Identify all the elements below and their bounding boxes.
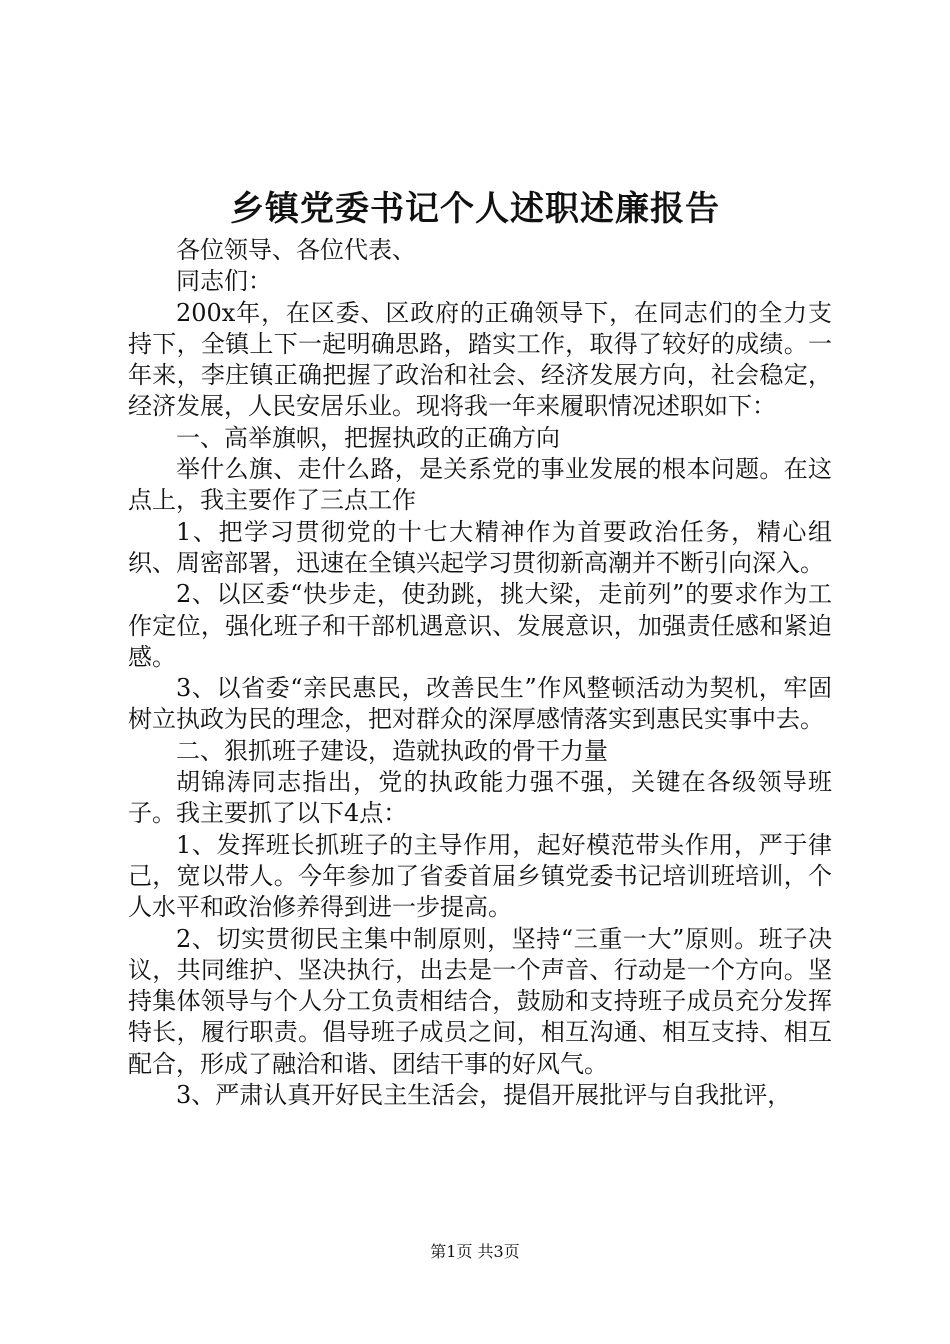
list-item: 1、把学习贯彻党的十七大精神作为首要政治任务，精心组织、周密部署，迅速在全镇兴起学习贯彻新高潮并不断引向深入。	[128, 517, 832, 577]
section-heading: 二、狠抓班子建设，造就执政的骨干力量	[176, 736, 608, 765]
section-heading: 一、高举旗帜，把握执政的正确方向	[176, 423, 560, 452]
page-footer: 第1页 共3页	[430, 1242, 520, 1261]
list-item: 1、发挥班长抓班子的主导作用，起好模范带头作用，严于律己，宽以带人。今年参加了省委首届乡镇党委书记培训班培训，个人水平和政治修养得到进一步提高。	[128, 830, 832, 922]
body-paragraph: 举什么旗、走什么路，是关系党的事业发展的根本问题。在这点上，我主要作了三点工作	[128, 455, 832, 515]
salutation-line: 各位领导、各位代表、	[176, 236, 416, 264]
body-paragraph: 胡锦涛同志指出，党的执政能力强不强，关键在各级领导班子。我主要抓了以下4点：	[128, 768, 832, 828]
document-body	[128, 235, 832, 1111]
list-item: 2、以区委“快步走，使劲跳，挑大梁，走前列”的要求作为工作定位，强化班子和干部机遇意识、发展意识，加强责任感和紧迫感。	[128, 580, 832, 671]
salutation-line: 同志们：	[176, 267, 272, 296]
list-item: 2、切实贯彻民主集中制原则，坚持“三重一大”原则。班子决议，共同维护、坚决执行，出去是一个声音、行动是一个方向。坚持集体领导与个人分工负责相结合，鼓励和支持班子成员充分发挥特长，履行职责。倡导班子成员之间，相互沟通、相互支持、相互配合，形成了融洽和谐、团结干事的好风气。	[128, 924, 832, 1078]
list-item: 3、严肃认真开好民主生活会，提倡开展批评与自我批评，	[176, 1081, 792, 1110]
list-item: 3、以省委“亲民惠民，改善民生”作风整顿活动为契机，牢固树立执政为民的理念，把对群众的深厚感情落实到惠民实事中去。	[128, 674, 832, 734]
document-title: 乡镇党委书记个人述职述廉报告	[230, 189, 720, 229]
body-paragraph: 200x年，在区委、区政府的正确领导下，在同志们的全力支持下，全镇上下一起明确思路，踏实工作，取得了较好的成绩。一年来，李庄镇正确把握了政治和社会、经济发展方向，社会稳定，经济发展，人民安居乐业。现将我一年来履职情况述职如下：	[128, 298, 832, 421]
